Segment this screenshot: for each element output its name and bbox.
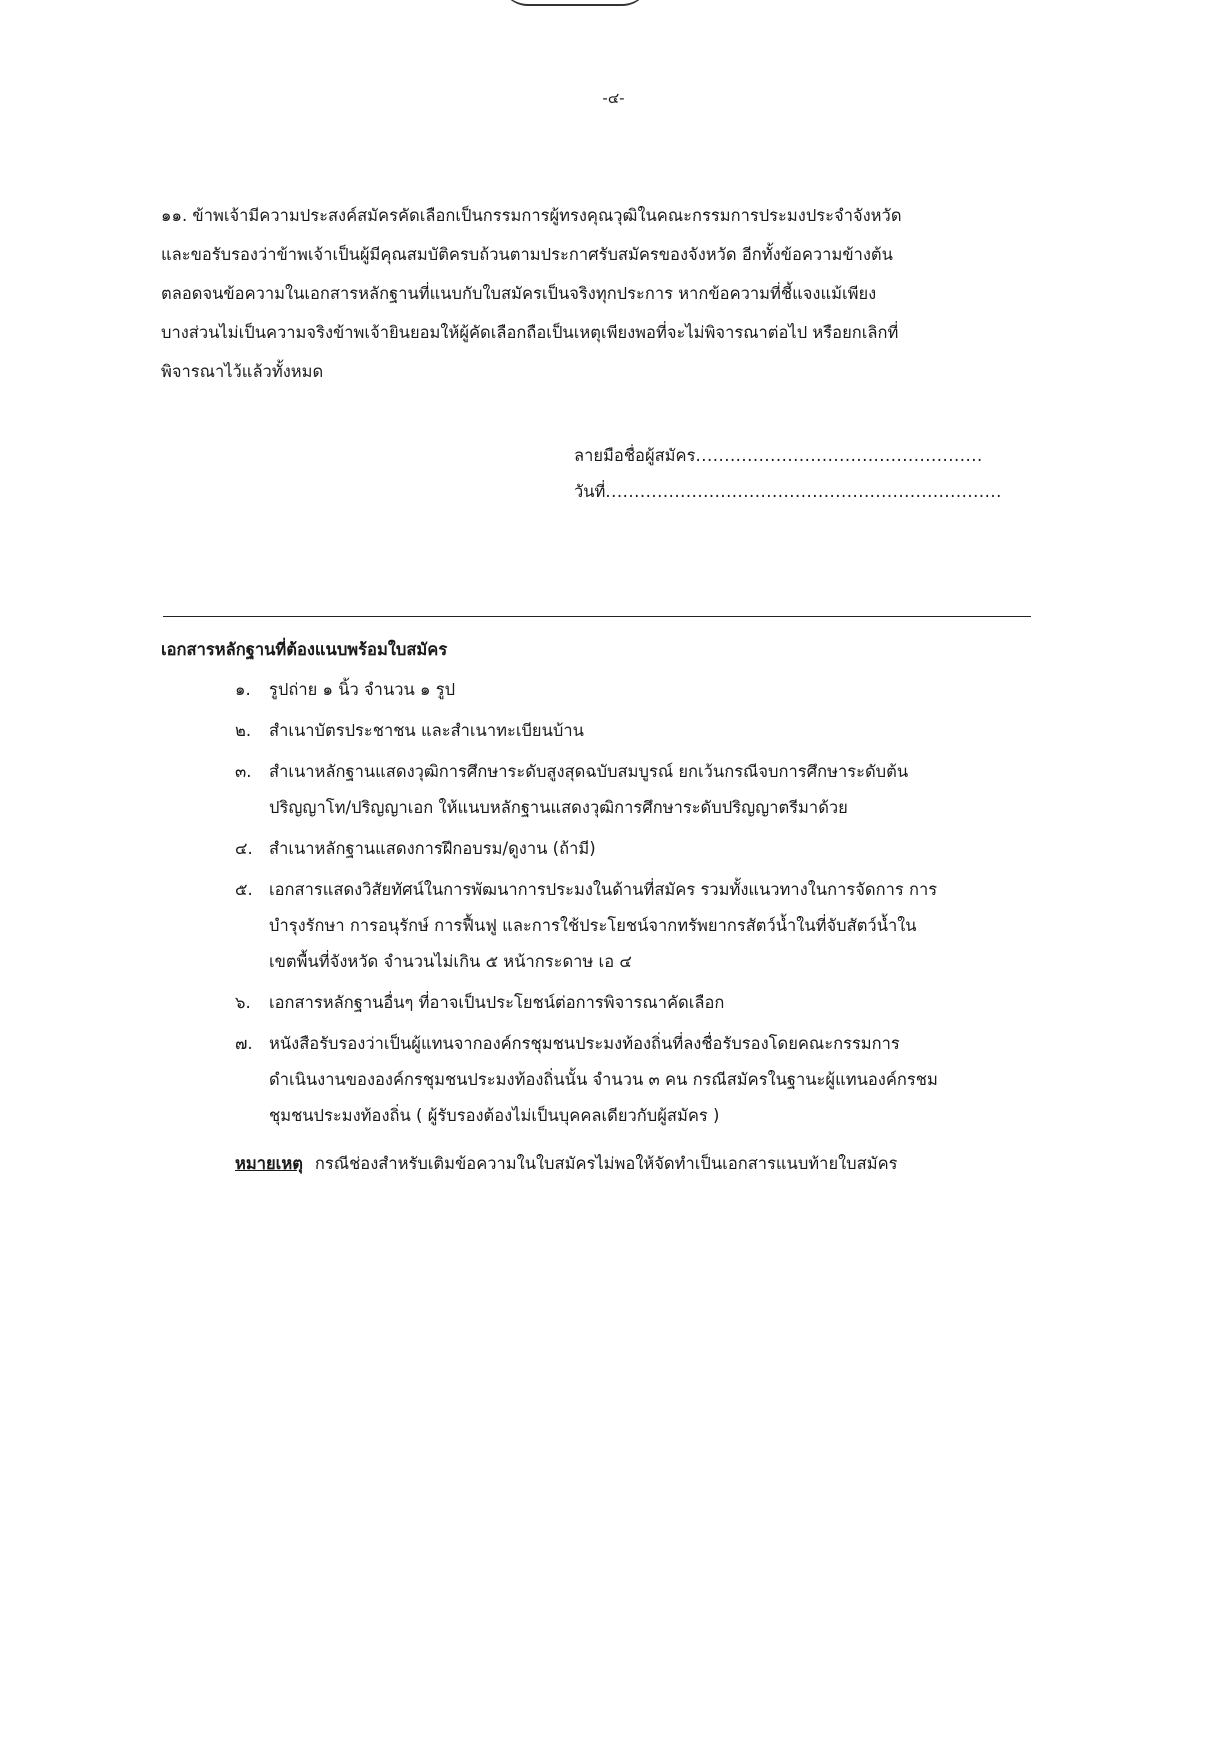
declaration-line: พิจารณาไว้แล้วทั้งหมด [161, 362, 324, 381]
date-row [574, 474, 1002, 510]
list-item-number: ๗. [235, 1034, 253, 1053]
list-item-text: สำเนาหลักฐานแสดงวุฒิการศึกษาระดับสูงสุดฉบับสมบูรณ์ ยกเว้นกรณีจบการศึกษาระดับต้น ปริญญาโท/ปริญญาเอก ให้แนบหลักฐานแสดงวุฒิการศึกษาระดับปริญญาตรีมาด้วย [269, 762, 909, 817]
list-item [235, 754, 1035, 826]
list-item-text: หนังสือรับรองว่าเป็นผู้แทนจากองค์กรชุมชนประมงท้องถิ่นที่ลงชื่อรับรองโดยคณะกรรมการ ดำเนินงานขององค์กรชุมชนประมงท้องถิ่นนั้น จำนวน ๓ คน กรณีสมัครในฐานะผู้แทนองค์กรชม ชุมชนประมงท้องถิ่น ( ผู้รับรองต้องไม่เป็นบุคคลเดียวกับผู้สมัคร ) [269, 1034, 938, 1125]
list-item [235, 672, 1035, 708]
documents-heading: เอกสารหลักฐานที่ต้องแนบพร้อมใบสมัคร [161, 640, 448, 659]
declaration-paragraph [161, 196, 1033, 391]
signature-field[interactable]: .................................................. [695, 446, 983, 465]
list-item-text: เอกสารแสดงวิสัยทัศน์ในการพัฒนาการประมงในด้านที่สมัคร รวมทั้งแนวทางในการจัดการ การ บำรุงรักษา การอนุรักษ์ การฟื้นฟู และการใช้ประโยชน์จากทรัพยากรสัตว์น้ำในที่จับสัตว์น้ำใน เขตพื้นที่จังหวัด จำนวนไม่เกิน ๕ หน้ากระดาษ เอ ๔ [269, 880, 938, 971]
list-item-text: รูปถ่าย ๑ นิ้ว จำนวน ๑ รูป [269, 680, 456, 699]
list-item [235, 831, 1035, 867]
signature-row [574, 438, 1002, 474]
list-item-text: สำเนาบัตรประชาชน และสำเนาทะเบียนบ้าน [269, 721, 584, 740]
note-row [235, 1146, 898, 1182]
list-item-number: ๓. [235, 762, 252, 781]
list-item-number: ๑. [235, 680, 251, 699]
list-item [235, 985, 1035, 1021]
list-item-number: ๒. [235, 721, 252, 740]
list-item [235, 1026, 1035, 1134]
list-item-number: ๖. [235, 993, 251, 1012]
signature-label: ลายมือชื่อผู้สมัคร [574, 446, 696, 465]
list-item-text: เอกสารหลักฐานอื่นๆ ที่อาจเป็นประโยชน์ต่อการพิจารณาคัดเลือก [269, 993, 725, 1012]
declaration-line: บางส่วนไม่เป็นความจริงข้าพเจ้ายินยอมให้ผู้คัดเลือกถือเป็นเหตุเพียงพอที่จะไม่พิจารณาต่อไป หรือยกเลิกที่ [161, 323, 899, 342]
declaration-line: ตลอดจนข้อความในเอกสารหลักฐานที่แนบกับใบสมัครเป็นจริงทุกประการ หากข้อความที่ชี้แจงแม้เพียง [161, 284, 877, 303]
date-field[interactable]: ..................................................................... [605, 482, 1002, 501]
list-item-text: สำเนาหลักฐานแสดงการฝึกอบรม/ดูงาน (ถ้ามี) [269, 839, 596, 858]
list-item [235, 713, 1035, 749]
list-item-number: ๔. [235, 839, 253, 858]
note-label: หมายเหตุ [235, 1154, 303, 1173]
signature-block [574, 438, 1002, 510]
list-item [235, 872, 1035, 980]
date-label: วันที่ [574, 482, 606, 501]
section-divider [163, 616, 1031, 617]
top-binding-arc [500, 0, 650, 6]
note-text: กรณีช่องสำหรับเติมข้อความในใบสมัครไม่พอให้จัดทำเป็นเอกสารแนบท้ายใบสมัคร [314, 1154, 898, 1173]
declaration-line: และขอรับรองว่าข้าพเจ้าเป็นผู้มีคุณสมบัติครบถ้วนตามประกาศรับสมัครของจังหวัด อีกทั้งข้อความข้างต้น [161, 245, 893, 264]
list-item-number: ๕. [235, 880, 253, 899]
declaration-line: ๑๑. ข้าพเจ้ามีความประสงค์สมัครคัดเลือกเป็นกรรมการผู้ทรงคุณวุฒิในคณะกรรมการประมงประจำจังหวัด [161, 206, 902, 225]
documents-list [235, 672, 1035, 1139]
page-number: -๔- [602, 89, 625, 107]
